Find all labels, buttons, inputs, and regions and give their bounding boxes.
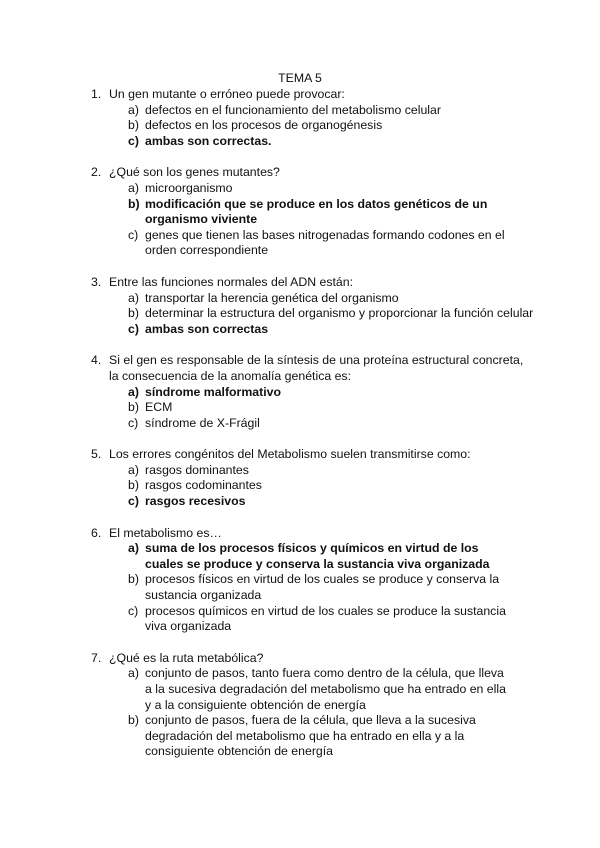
question-7 — [91, 651, 531, 760]
question-text: Si el gen es responsable de la síntesis de una proteína estructural concreta, la consecuencia de la anomalía genética es: — [109, 353, 524, 383]
option-a: a) defectos en el funcionamiento del metabolismo celular — [128, 102, 441, 117]
question-number: 6. — [91, 525, 102, 540]
question-number: 4. — [91, 353, 102, 368]
options-list — [128, 103, 531, 150]
question-text: ¿Qué son los genes mutantes? — [109, 165, 280, 180]
question-number: 3. — [91, 274, 102, 289]
option-c: c) ambas son correctas. — [128, 133, 272, 148]
question-4 — [91, 353, 531, 431]
option-b: b) defectos en los procesos de organogénesis — [128, 118, 383, 133]
option-b: b) modificación que se produce en los datos genéticos de un organismo viviente — [128, 196, 488, 227]
question-number: 7. — [91, 650, 102, 665]
options-list — [128, 463, 531, 510]
question-2 — [91, 165, 531, 259]
option-c: c) ambas son correctas — [128, 321, 269, 336]
question-text: ¿Qué es la ruta metabólica? — [109, 650, 264, 665]
option-b: b) ECM — [128, 400, 173, 415]
option-b: b) procesos físicos en virtud de los cuales se produce y conserva la sustancia organizada — [128, 572, 500, 603]
page-title: TEMA 5 — [278, 71, 322, 85]
option-a: a) suma de los procesos físicos y químicos en virtud de los cuales se produce y conserva la sustancia viva organizada — [128, 541, 490, 571]
option-b: b) rasgos codominantes — [128, 478, 262, 493]
question-3 — [91, 274, 534, 337]
option-b: b) conjunto de pasos, fuera de la célula, que lleva a la sucesiva degradación del metabolismo que ha entrado en ella y a la consiguiente obtención de energía — [128, 713, 476, 759]
option-a: a) rasgos dominantes — [128, 462, 249, 477]
question-list — [91, 87, 534, 776]
option-a: a) microorganismo — [128, 180, 233, 195]
options-list — [128, 181, 531, 259]
options-list — [128, 541, 531, 635]
question-5 — [91, 447, 531, 509]
options-list — [128, 666, 531, 760]
option-c: c) procesos químicos en virtud de los cuales se produce la sustancia viva organizada — [128, 603, 506, 634]
question-text: El metabolismo es… — [109, 525, 222, 540]
option-c: c) rasgos recesivos — [128, 494, 246, 509]
question-number: 5. — [91, 447, 102, 462]
question-number: 2. — [91, 165, 102, 180]
option-b: b) determinar la estructura del organismo y proporcionar la función celular — [128, 306, 534, 321]
question-6 — [91, 526, 531, 635]
options-list — [128, 290, 534, 338]
question-number: 1. — [91, 87, 102, 101]
options-list — [128, 385, 531, 432]
question-1 — [91, 87, 531, 149]
option-a: a) síndrome malformativo — [128, 384, 281, 399]
question-text: Entre las funciones normales del ADN están: — [109, 274, 354, 289]
option-a: a) transportar la herencia genética del organismo — [128, 290, 399, 305]
question-text: Un gen mutante o erróneo puede provocar: — [109, 87, 345, 101]
option-a: a) conjunto de pasos, tanto fuera como dentro de la célula, que lleva a la sucesiva degradación del metabolismo que ha entrado en ella y a la consiguiente obtención de energía — [128, 666, 506, 712]
option-c: c) síndrome de X-Frágil — [128, 415, 260, 430]
question-text: Los errores congénitos del Metabolismo suelen transmitirse como: — [109, 447, 471, 462]
option-c: c) genes que tienen las bases nitrogenadas formando codones en el orden correspondiente — [128, 227, 505, 258]
